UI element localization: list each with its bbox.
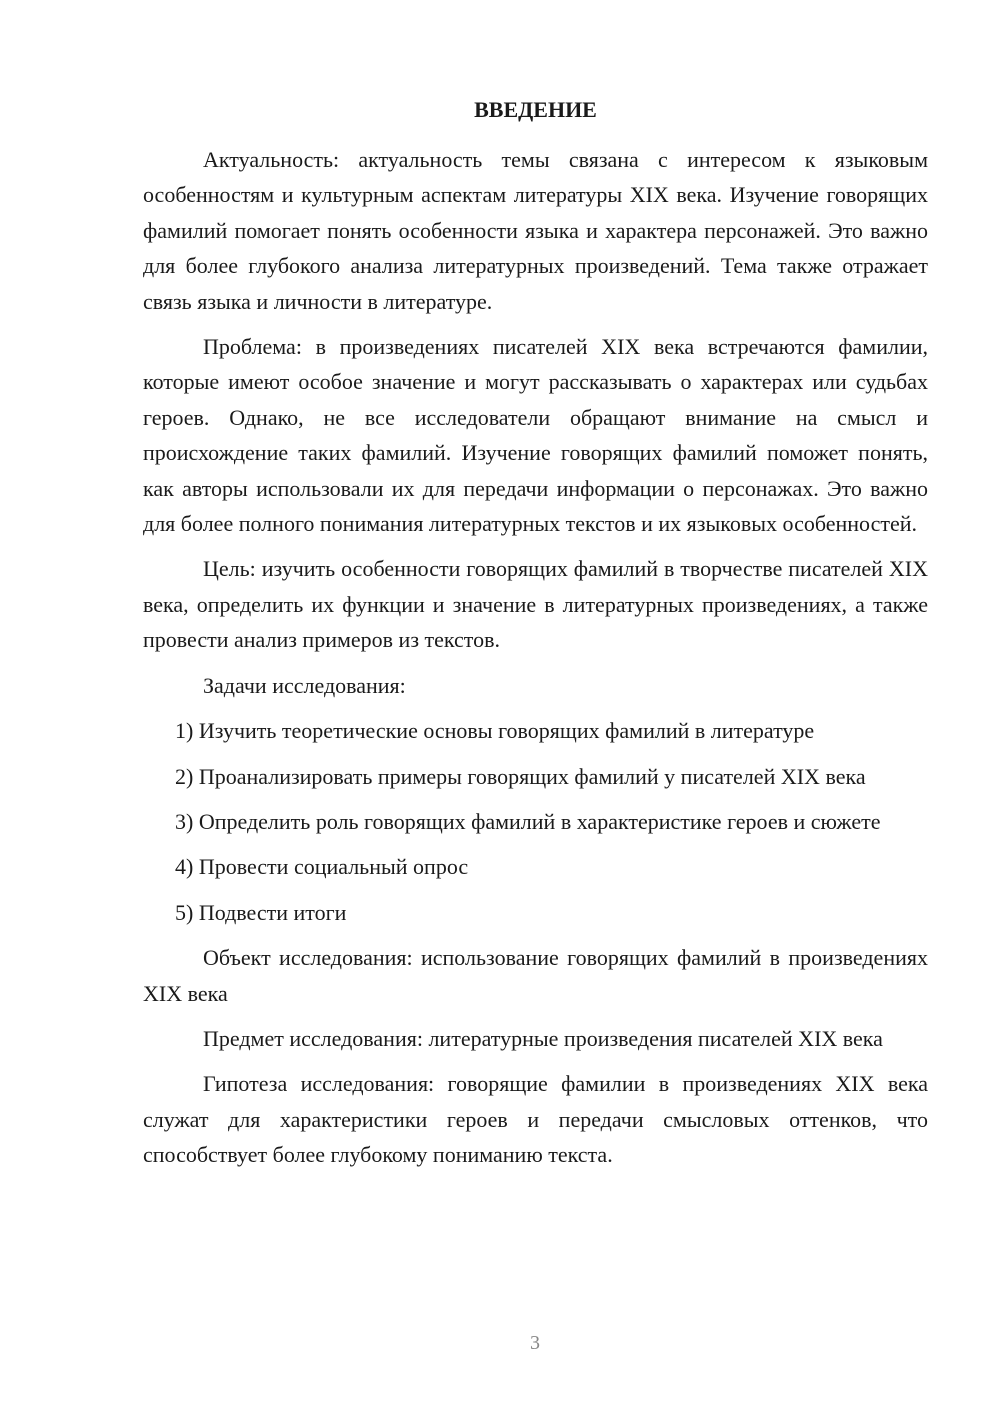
goal-paragraph: Цель: изучить особенности говорящих фамилий в творчестве писателей XIX века, определить их функции и значение в литературных произведениях, а также провести анализ примеров из текстов. (143, 556, 928, 653)
task-item: 4) Провести социальный опрос (175, 854, 469, 880)
document-page (143, 92, 928, 1183)
relevance-paragraph: Актуальность: актуальность темы связана с интересом к языковым особенностям и культурным аспектам литературы XIX века. Изучение говорящих фамилий помогает понять особенности языка и характера персонажей. Это важно для более глубокого анализа литературных произведений. Тема также отражает связь языка и личности в литературе. (143, 147, 928, 314)
tasks-heading: Задачи исследования: (203, 672, 406, 698)
task-item: 3) Определить роль говорящих фамилий в характеристике героев и сюжете (175, 808, 881, 834)
page-number: 3 (530, 1332, 540, 1354)
problem-paragraph: Проблема: в произведениях писателей XIX века встречаются фамилии, которые имеют особое значение и могут рассказывать о характерах или судьбах героев. Однако, не все исследователи обращают внимание на смысл и происхождение таких фамилий. Изучение говорящих фамилий поможет понять, как авторы использовали их для передачи информации о персонажах. Это важно для более полного понимания литературных текстов и их языковых особенностей. (143, 334, 928, 537)
task-item: 5) Подвести итоги (175, 899, 347, 925)
task-item: 2) Проанализировать примеры говорящих фамилий у писателей XIX века (175, 763, 866, 789)
subject-paragraph: Предмет исследования: литературные произведения писателей XIX века (203, 1025, 883, 1051)
tasks-list (143, 713, 928, 930)
object-paragraph: Объект исследования: использование говорящих фамилий в произведениях XIX века (143, 945, 928, 1006)
section-title: ВВЕДЕНИЕ (474, 97, 597, 122)
hypothesis-paragraph: Гипотеза исследования: говорящие фамилии в произведениях XIX века служат для характеристики героев и передачи смысловых оттенков, что способствует более глубокому пониманию текста. (143, 1071, 928, 1168)
task-item: 1) Изучить теоретические основы говорящих фамилий в литературе (175, 718, 815, 744)
